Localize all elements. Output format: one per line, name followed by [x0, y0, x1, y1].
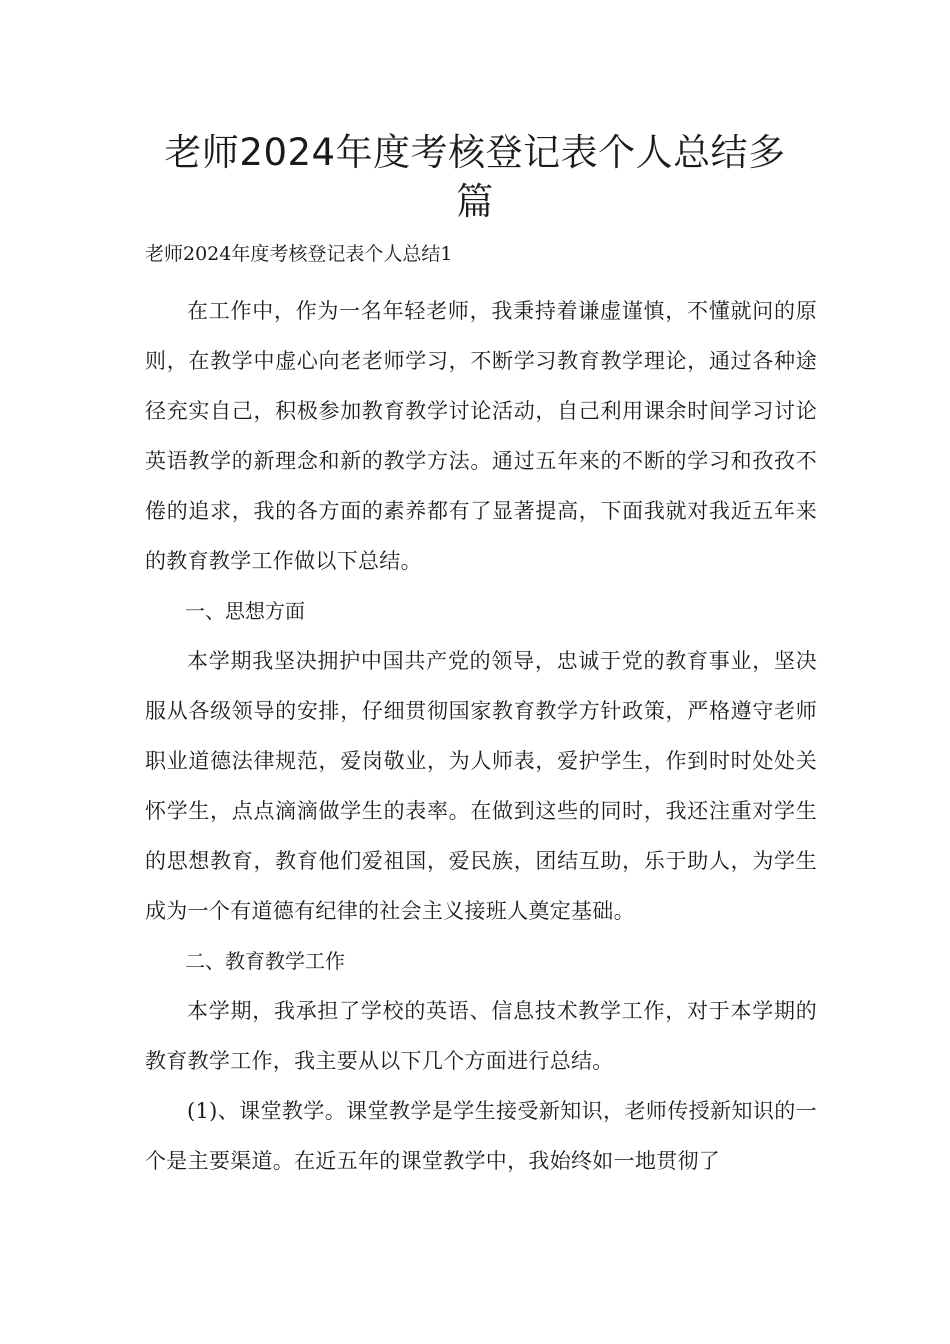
paragraph-teaching: 本学期，我承担了学校的英语、信息技术教学工作，对于本学期的教育教学工作，我主要从以下几个方面进行总结。 — [145, 999, 817, 1073]
section-subtitle: 老师2024年度考核登记表个人总结1 — [145, 243, 453, 265]
heading-thought: 一、思想方面 — [185, 599, 305, 623]
document-title: 老师2024年度考核登记表个人总结多篇 — [164, 131, 786, 223]
paragraph-intro: 在工作中，作为一名年轻老师，我秉持着谦虚谨慎，不懂就问的原则，在教学中虚心向老老师学习，不断学习教育教学理论，通过各种途径充实自己，积极参加教育教学讨论活动，自己利用课余时间学习讨论英语教学的新理念和新的教学方法。通过五年来的不断的学习和孜孜不倦的追求，我的各方面的素养都有了显著提高，下面我就对我近五年来的教育教学工作做以下总结。 — [145, 299, 817, 573]
paragraph-classroom: (1)、课堂教学。课堂教学是学生接受新知识，老师传授新知识的一个是主要渠道。在近五年的课堂教学中，我始终如一地贯彻了 — [145, 1099, 817, 1173]
document-body — [145, 286, 817, 1186]
heading-teaching: 二、教育教学工作 — [185, 949, 345, 973]
paragraph-thought: 本学期我坚决拥护中国共产党的领导，忠诚于党的教育事业，坚决服从各级领导的安排，仔细贯彻国家教育教学方针政策，严格遵守老师职业道德法律规范，爱岗敬业，为人师表，爱护学生，作到时时处处关怀学生，点点滴滴做学生的表率。在做到这些的同时，我还注重对学生的思想教育，教育他们爱祖国，爱民族，团结互助，乐于助人，为学生成为一个有道德有纪律的社会主义接班人奠定基础。 — [145, 649, 817, 923]
